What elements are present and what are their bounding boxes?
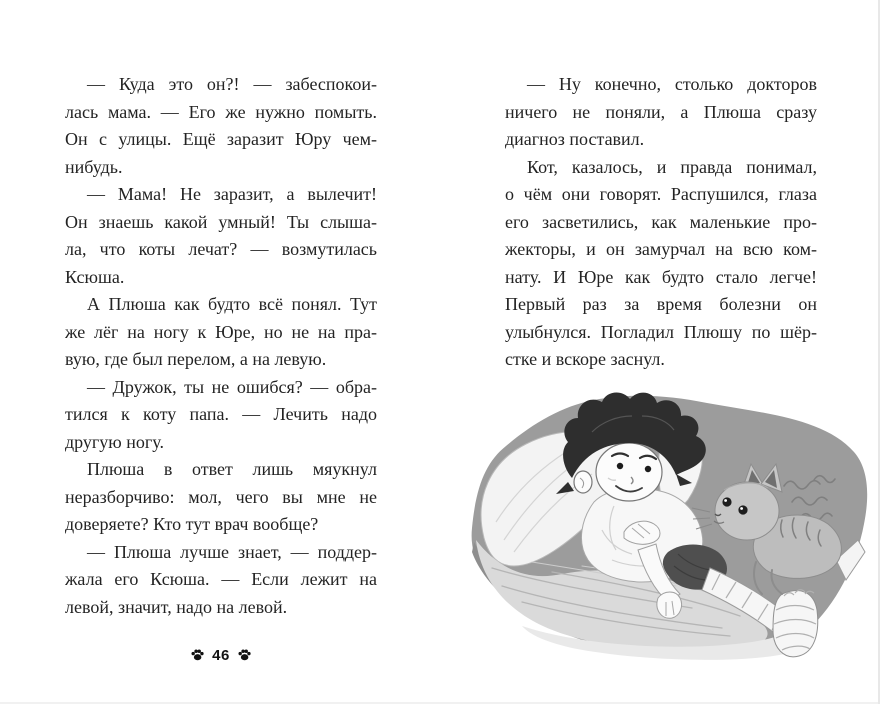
- text-line: — Мама! Не заразит, а вылечит!: [87, 184, 377, 204]
- text-line: о чём они говорят. Распушился, глаза: [505, 184, 817, 204]
- text-line: левой, значит, надо на левой.: [65, 596, 288, 617]
- text-line: Плюша в ответ лишь мяукнул: [87, 459, 377, 479]
- text-line: вую, где был перелом, а на левую.: [65, 349, 327, 369]
- text-line: ла, что коты лечат? — возмутилась: [65, 239, 377, 259]
- text-line: лась мама. — Его же нужно помыть.: [65, 101, 377, 122]
- paw-icon: [190, 648, 205, 662]
- text-line: нату. И Юре как будто стало легче!: [505, 266, 817, 287]
- bandaged-foot: [773, 590, 818, 657]
- text-line: Первый раз за время болезни он: [505, 294, 817, 314]
- text-line: Он знаешь какой умный! Ты слыша-: [65, 211, 377, 232]
- right-text-column: [505, 71, 817, 374]
- text-line: ничего не поняли, а Плюша сразу: [505, 101, 817, 122]
- left-text-column: [65, 71, 377, 621]
- illustration-boy-and-cat: [462, 390, 872, 690]
- text-line: жала его Ксюша. — Если лежит на: [65, 569, 377, 589]
- text-line: неразборчиво: мол, чего вы мне не: [65, 486, 377, 507]
- text-line: Кот, казалось, и правда понимал,: [527, 156, 817, 177]
- text-line: — Дружок, ты не ошибся? — обра-: [87, 376, 377, 397]
- text-line: — Плюша лучше знает, — поддер-: [87, 541, 377, 562]
- text-line: стке и вскоре заснул.: [505, 349, 665, 369]
- text-line: — Куда это он?! — забеспокои-: [87, 74, 377, 94]
- text-line: диагноз поставил.: [505, 129, 645, 149]
- text-line: Он с улицы. Ещё заразит Юру чем-: [65, 129, 377, 149]
- footer: [65, 644, 377, 666]
- text-line: улыбнулся. Погладил Плюшу по шёр-: [505, 321, 817, 342]
- text-line: А Плюша как будто всё понял. Тут: [87, 294, 377, 314]
- text-line: же лёг на ногу к Юре, но не на пра-: [65, 321, 377, 342]
- page-number: 46: [212, 646, 230, 664]
- text-line: тился к коту папа. — Лечить надо: [65, 404, 377, 424]
- text-line: — Ну конечно, столько докторов: [527, 74, 817, 94]
- text-line: жекторы, и он замурчал на всю ком-: [505, 239, 817, 259]
- text-line: нибудь.: [65, 156, 123, 177]
- text-line: другую ногу.: [65, 431, 164, 452]
- text-line: Ксюша.: [65, 266, 125, 287]
- text-line: доверяете? Кто тут врач вообще?: [65, 514, 319, 534]
- text-line: его засветились, как маленькие про-: [505, 211, 817, 232]
- paw-icon: [237, 648, 252, 662]
